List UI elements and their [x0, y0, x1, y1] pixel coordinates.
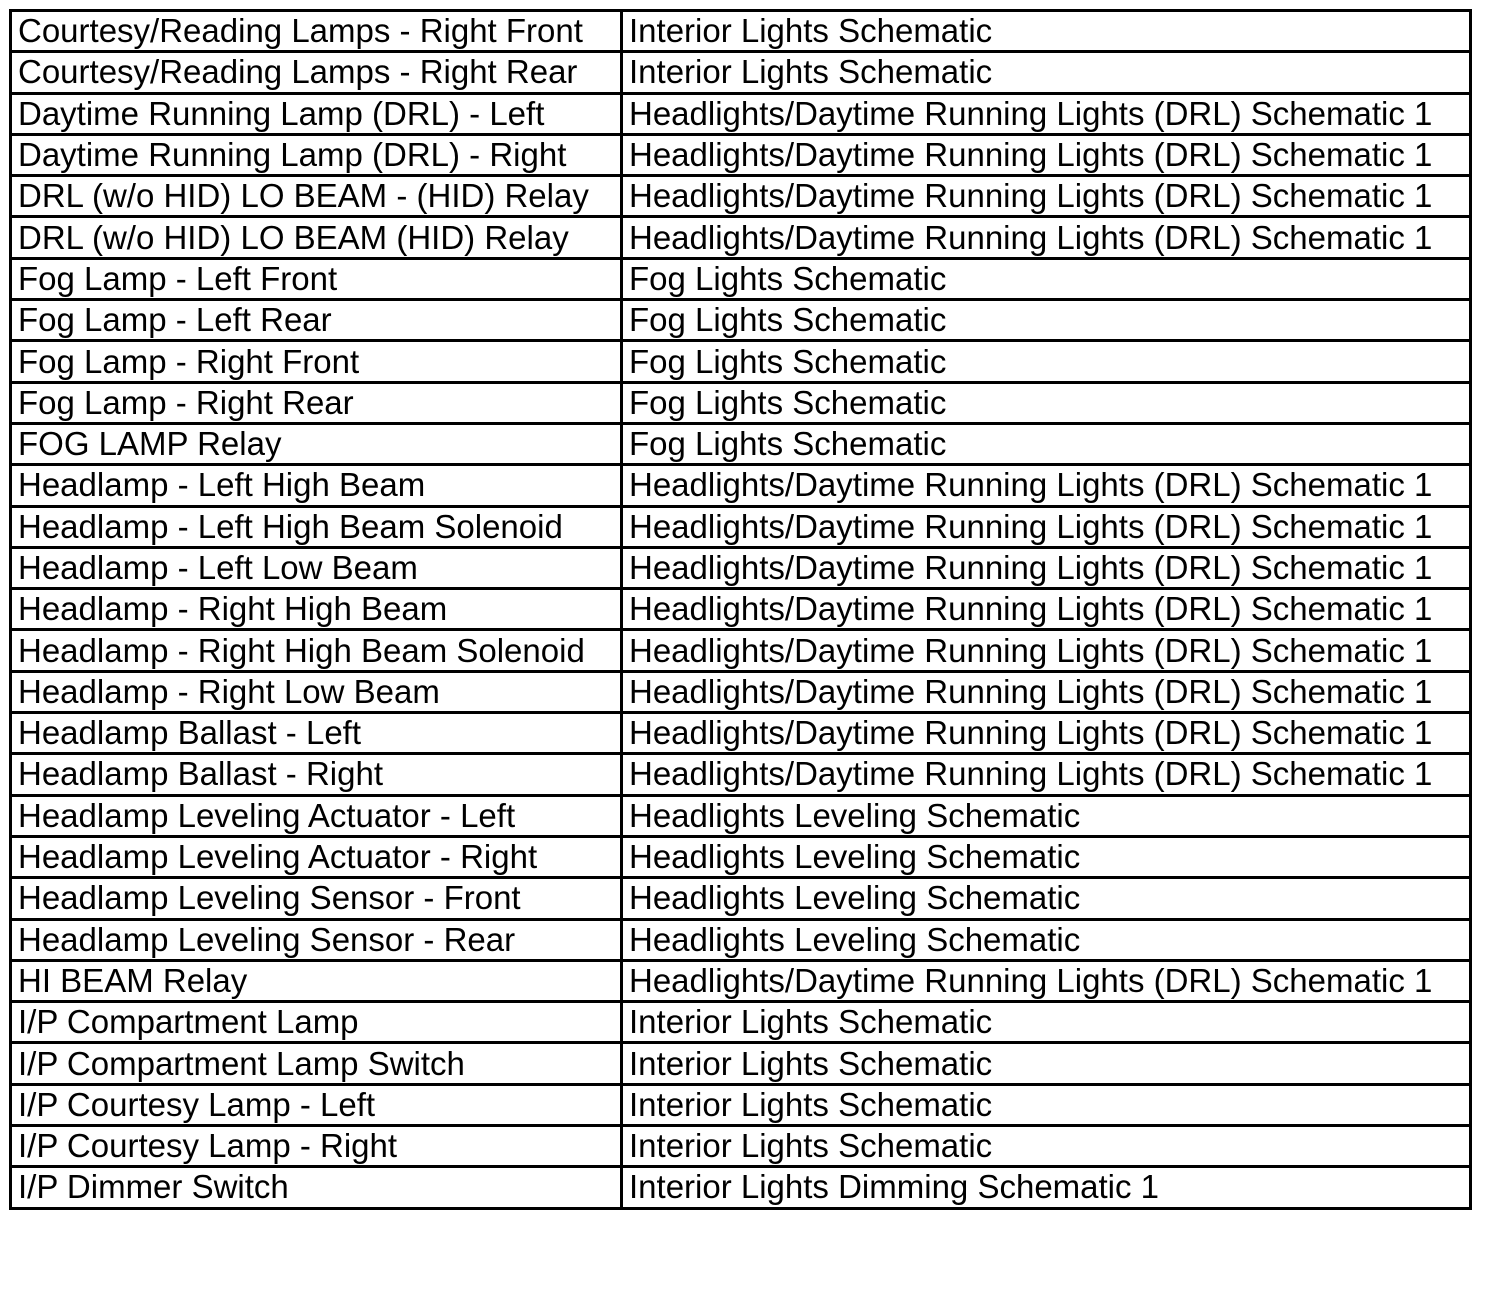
table-row — [11, 341, 1471, 382]
component-cell: Headlamp Leveling Sensor - Front — [11, 878, 622, 919]
component-cell: Headlamp - Right High Beam — [11, 589, 622, 630]
component-cell: I/P Dimmer Switch — [11, 1167, 622, 1208]
schematic-cell: Interior Lights Schematic — [622, 11, 1471, 52]
table-row — [11, 630, 1471, 671]
schematic-cell: Headlights/Daytime Running Lights (DRL) Schematic 1 — [622, 134, 1471, 175]
component-cell: HI BEAM Relay — [11, 960, 622, 1001]
component-cell: Headlamp Ballast - Left — [11, 713, 622, 754]
table-row — [11, 465, 1471, 506]
component-cell: I/P Courtesy Lamp - Left — [11, 1084, 622, 1125]
table-row — [11, 258, 1471, 299]
table-row — [11, 919, 1471, 960]
schematic-cell: Fog Lights Schematic — [622, 423, 1471, 464]
component-cell: Headlamp - Right Low Beam — [11, 671, 622, 712]
table-row — [11, 713, 1471, 754]
schematic-cell: Interior Lights Schematic — [622, 1084, 1471, 1125]
component-cell: Fog Lamp - Right Rear — [11, 382, 622, 423]
component-cell: Fog Lamp - Right Front — [11, 341, 622, 382]
schematic-cell: Headlights/Daytime Running Lights (DRL) Schematic 1 — [622, 960, 1471, 1001]
table-row — [11, 795, 1471, 836]
table-row — [11, 671, 1471, 712]
table-row — [11, 1126, 1471, 1167]
table-row — [11, 300, 1471, 341]
table-row — [11, 754, 1471, 795]
schematic-cell: Interior Lights Schematic — [622, 1002, 1471, 1043]
table-row — [11, 547, 1471, 588]
schematic-cell: Headlights/Daytime Running Lights (DRL) Schematic 1 — [622, 506, 1471, 547]
component-cell: Headlamp - Left High Beam Solenoid — [11, 506, 622, 547]
component-cell: DRL (w/o HID) LO BEAM - (HID) Relay — [11, 176, 622, 217]
table-row — [11, 423, 1471, 464]
table-row — [11, 93, 1471, 134]
table-row — [11, 960, 1471, 1001]
schematic-cell: Headlights/Daytime Running Lights (DRL) Schematic 1 — [622, 754, 1471, 795]
component-cell: Headlamp - Left High Beam — [11, 465, 622, 506]
schematic-cell: Fog Lights Schematic — [622, 341, 1471, 382]
component-cell: Fog Lamp - Left Rear — [11, 300, 622, 341]
schematic-cell: Headlights/Daytime Running Lights (DRL) Schematic 1 — [622, 547, 1471, 588]
table-row — [11, 1084, 1471, 1125]
table-row — [11, 1002, 1471, 1043]
component-cell: DRL (w/o HID) LO BEAM (HID) Relay — [11, 217, 622, 258]
component-cell: Headlamp Ballast - Right — [11, 754, 622, 795]
schematic-cell: Headlights/Daytime Running Lights (DRL) Schematic 1 — [622, 713, 1471, 754]
table-row — [11, 1167, 1471, 1208]
component-schematic-table — [9, 9, 1472, 1210]
component-cell: Headlamp - Right High Beam Solenoid — [11, 630, 622, 671]
component-cell: Fog Lamp - Left Front — [11, 258, 622, 299]
component-cell: I/P Compartment Lamp — [11, 1002, 622, 1043]
schematic-cell: Headlights/Daytime Running Lights (DRL) Schematic 1 — [622, 93, 1471, 134]
table-row — [11, 52, 1471, 93]
component-cell: Headlamp Leveling Actuator - Right — [11, 836, 622, 877]
schematic-cell: Headlights Leveling Schematic — [622, 836, 1471, 877]
schematic-cell: Headlights/Daytime Running Lights (DRL) Schematic 1 — [622, 630, 1471, 671]
schematic-cell: Headlights/Daytime Running Lights (DRL) Schematic 1 — [622, 671, 1471, 712]
component-cell: FOG LAMP Relay — [11, 423, 622, 464]
schematic-cell: Headlights Leveling Schematic — [622, 878, 1471, 919]
schematic-cell: Headlights/Daytime Running Lights (DRL) Schematic 1 — [622, 217, 1471, 258]
table-row — [11, 134, 1471, 175]
schematic-cell: Interior Lights Dimming Schematic 1 — [622, 1167, 1471, 1208]
schematic-cell: Headlights/Daytime Running Lights (DRL) Schematic 1 — [622, 465, 1471, 506]
table-row — [11, 382, 1471, 423]
component-cell: Daytime Running Lamp (DRL) - Left — [11, 93, 622, 134]
component-cell: Headlamp - Left Low Beam — [11, 547, 622, 588]
component-cell: Courtesy/Reading Lamps - Right Front — [11, 11, 622, 52]
schematic-cell: Fog Lights Schematic — [622, 382, 1471, 423]
table-row — [11, 589, 1471, 630]
schematic-cell: Interior Lights Schematic — [622, 1126, 1471, 1167]
schematic-cell: Interior Lights Schematic — [622, 1043, 1471, 1084]
component-cell: Daytime Running Lamp (DRL) - Right — [11, 134, 622, 175]
table-row — [11, 1043, 1471, 1084]
table-row — [11, 878, 1471, 919]
component-cell: Courtesy/Reading Lamps - Right Rear — [11, 52, 622, 93]
table-row — [11, 836, 1471, 877]
table-body — [11, 11, 1471, 1209]
schematic-cell: Interior Lights Schematic — [622, 52, 1471, 93]
table-row — [11, 11, 1471, 52]
schematic-cell: Fog Lights Schematic — [622, 300, 1471, 341]
table-row — [11, 506, 1471, 547]
schematic-cell: Fog Lights Schematic — [622, 258, 1471, 299]
component-cell: I/P Compartment Lamp Switch — [11, 1043, 622, 1084]
component-cell: I/P Courtesy Lamp - Right — [11, 1126, 622, 1167]
table-row — [11, 176, 1471, 217]
schematic-cell: Headlights/Daytime Running Lights (DRL) Schematic 1 — [622, 176, 1471, 217]
table-row — [11, 217, 1471, 258]
schematic-cell: Headlights Leveling Schematic — [622, 795, 1471, 836]
schematic-cell: Headlights Leveling Schematic — [622, 919, 1471, 960]
component-cell: Headlamp Leveling Actuator - Left — [11, 795, 622, 836]
component-cell: Headlamp Leveling Sensor - Rear — [11, 919, 622, 960]
schematic-cell: Headlights/Daytime Running Lights (DRL) Schematic 1 — [622, 589, 1471, 630]
